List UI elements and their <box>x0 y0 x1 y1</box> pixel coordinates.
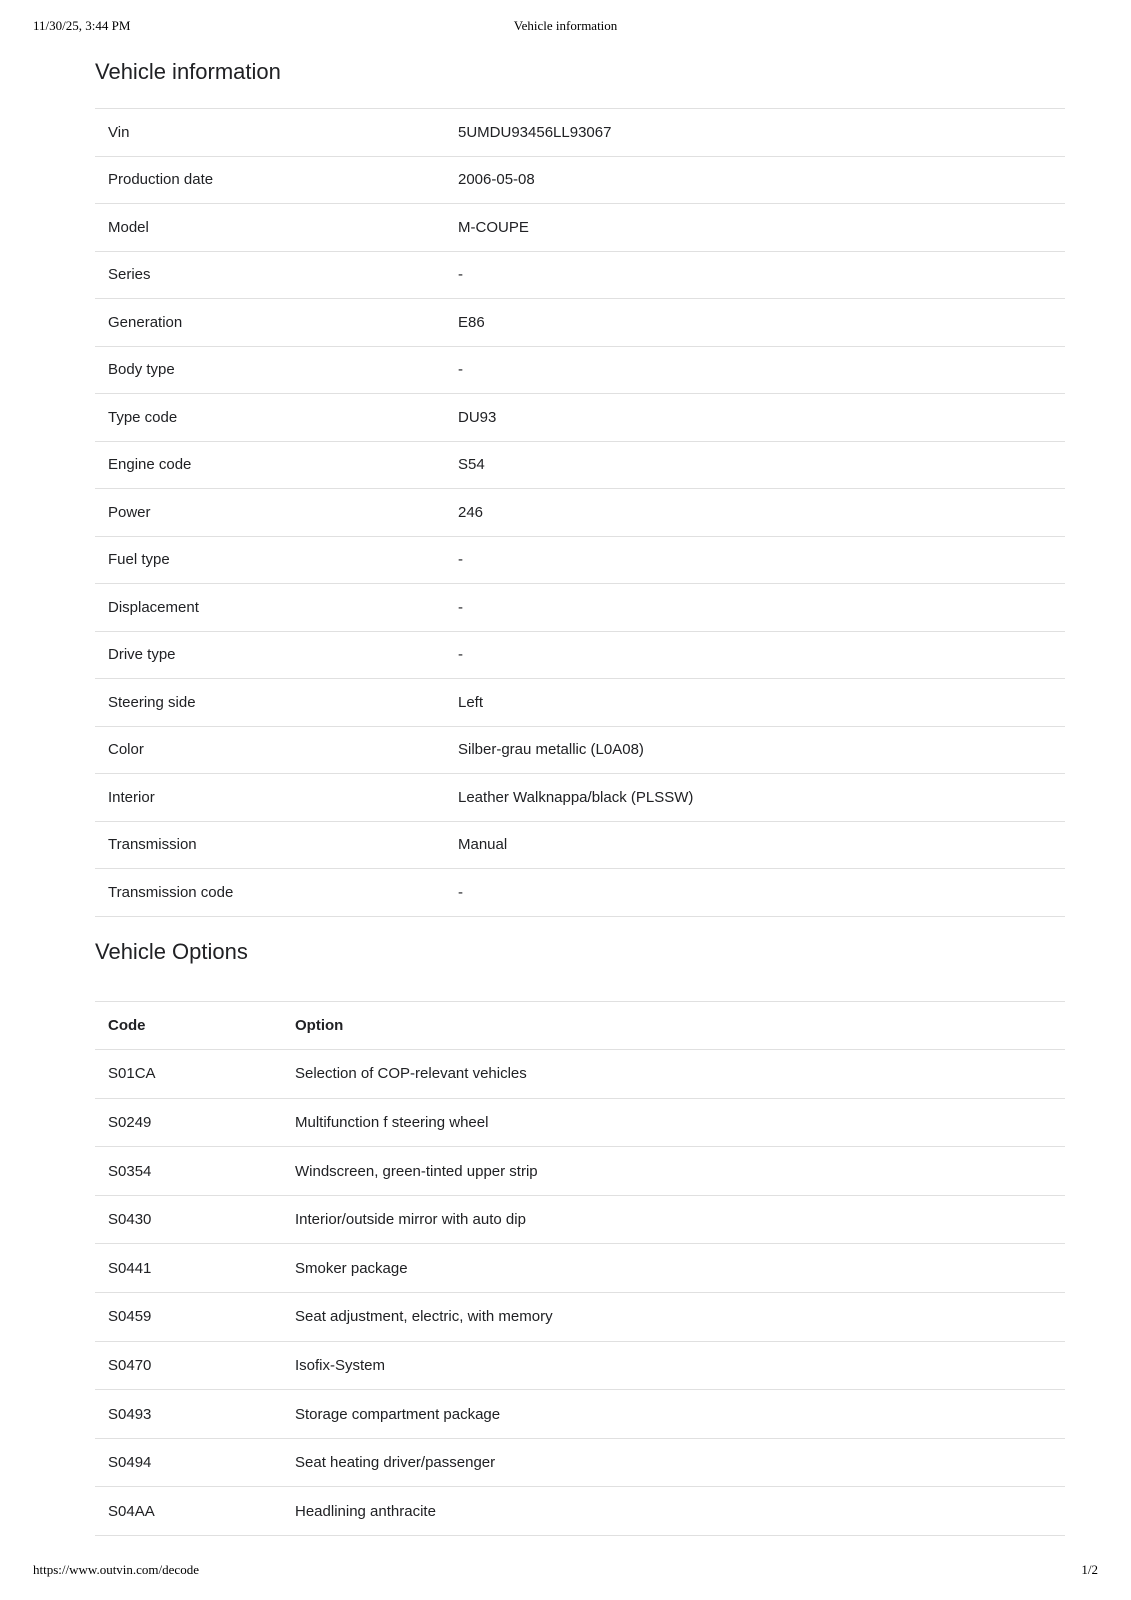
option-description: Interior/outside mirror with auto dip <box>295 1211 526 1229</box>
option-description: Headlining anthracite <box>295 1502 436 1520</box>
table-header-row <box>95 1001 1065 1050</box>
option-code: S0494 <box>108 1454 152 1472</box>
option-description: Smoker package <box>295 1259 408 1277</box>
info-value: - <box>458 598 463 616</box>
table-row <box>95 489 1065 537</box>
table-row <box>95 726 1065 774</box>
table-row <box>95 821 1065 869</box>
table-row <box>95 1147 1065 1196</box>
table-row <box>95 1293 1065 1342</box>
info-label: Power <box>108 503 151 521</box>
info-label: Vin <box>108 123 130 141</box>
option-description: Windscreen, green-tinted upper strip <box>295 1162 538 1180</box>
info-value: - <box>458 266 463 284</box>
column-header-code: Code <box>108 1016 146 1034</box>
print-document-title: Vehicle information <box>513 18 618 33</box>
info-label: Engine code <box>108 456 192 474</box>
table-row <box>95 1195 1065 1244</box>
table-row <box>95 679 1065 727</box>
info-value: Left <box>458 693 484 711</box>
option-description: Multifunction f steering wheel <box>295 1113 489 1131</box>
vehicle-options-table <box>95 1001 1065 1537</box>
table-row <box>95 1390 1065 1439</box>
info-label: Body type <box>108 361 175 379</box>
info-value: DU93 <box>458 408 497 426</box>
vehicle-options-heading: Vehicle Options <box>95 938 248 964</box>
option-code: S0493 <box>108 1405 152 1423</box>
option-code: S0249 <box>108 1113 152 1131</box>
table-row <box>95 774 1065 822</box>
report-content <box>95 0 1065 1536</box>
table-row <box>95 441 1065 489</box>
table-row <box>95 251 1065 299</box>
column-header-option: Option <box>295 1016 344 1034</box>
option-code: S04AA <box>108 1502 155 1520</box>
info-value: 246 <box>458 503 484 521</box>
info-label: Color <box>108 741 144 759</box>
info-label: Displacement <box>108 598 199 616</box>
info-label: Transmission code <box>108 883 234 901</box>
info-label: Drive type <box>108 646 176 664</box>
info-value: 2006-05-08 <box>458 171 535 189</box>
info-value: S54 <box>458 456 485 474</box>
option-code: S0459 <box>108 1308 152 1326</box>
option-code: S0470 <box>108 1356 152 1374</box>
option-code: S0354 <box>108 1162 152 1180</box>
info-value: E86 <box>458 313 485 331</box>
info-label: Production date <box>108 171 214 189</box>
info-value: - <box>458 883 463 901</box>
info-label: Fuel type <box>108 551 170 569</box>
table-row <box>95 536 1065 584</box>
info-value: 5UMDU93456LL93067 <box>458 123 612 141</box>
table-row <box>95 869 1065 917</box>
table-row <box>95 1244 1065 1293</box>
table-row <box>95 1487 1065 1536</box>
info-value: - <box>458 551 463 569</box>
print-source-url: https://www.outvin.com/decode <box>33 1562 199 1577</box>
print-timestamp: 11/30/25, 3:44 PM <box>33 18 131 33</box>
table-row <box>95 1438 1065 1487</box>
option-code: S01CA <box>108 1065 156 1083</box>
info-label: Interior <box>108 788 155 806</box>
vehicle-info-table <box>95 108 1065 917</box>
info-label: Model <box>108 218 149 236</box>
info-value: M-COUPE <box>458 218 529 236</box>
info-value: - <box>458 361 463 379</box>
table-row <box>95 109 1065 157</box>
table-row <box>95 299 1065 347</box>
option-description: Storage compartment package <box>295 1405 501 1423</box>
info-label: Steering side <box>108 693 196 711</box>
table-row <box>95 584 1065 632</box>
option-code: S0441 <box>108 1259 152 1277</box>
table-row <box>95 1341 1065 1390</box>
table-row <box>95 156 1065 204</box>
info-label: Generation <box>108 313 183 331</box>
info-value: - <box>458 646 463 664</box>
table-row <box>95 346 1065 394</box>
option-description: Seat heating driver/passenger <box>295 1454 496 1472</box>
info-value: Manual <box>458 836 508 854</box>
table-row <box>95 631 1065 679</box>
option-code: S0430 <box>108 1211 152 1229</box>
vehicle-info-heading: Vehicle information <box>95 59 281 84</box>
table-row <box>95 394 1065 442</box>
info-label: Transmission <box>108 836 197 854</box>
info-value: Leather Walknappa/black (PLSSW) <box>458 788 694 806</box>
info-label: Series <box>108 266 151 284</box>
option-description: Seat adjustment, electric, with memory <box>295 1308 553 1326</box>
option-description: Selection of COP-relevant vehicles <box>295 1065 527 1083</box>
table-row <box>95 1050 1065 1099</box>
print-page-indicator: 1/2 <box>1081 1562 1098 1577</box>
table-row <box>95 204 1065 252</box>
info-label: Type code <box>108 408 178 426</box>
option-description: Isofix-System <box>295 1356 386 1374</box>
table-row <box>95 1098 1065 1147</box>
info-value: Silber-grau metallic (L0A08) <box>458 741 644 759</box>
